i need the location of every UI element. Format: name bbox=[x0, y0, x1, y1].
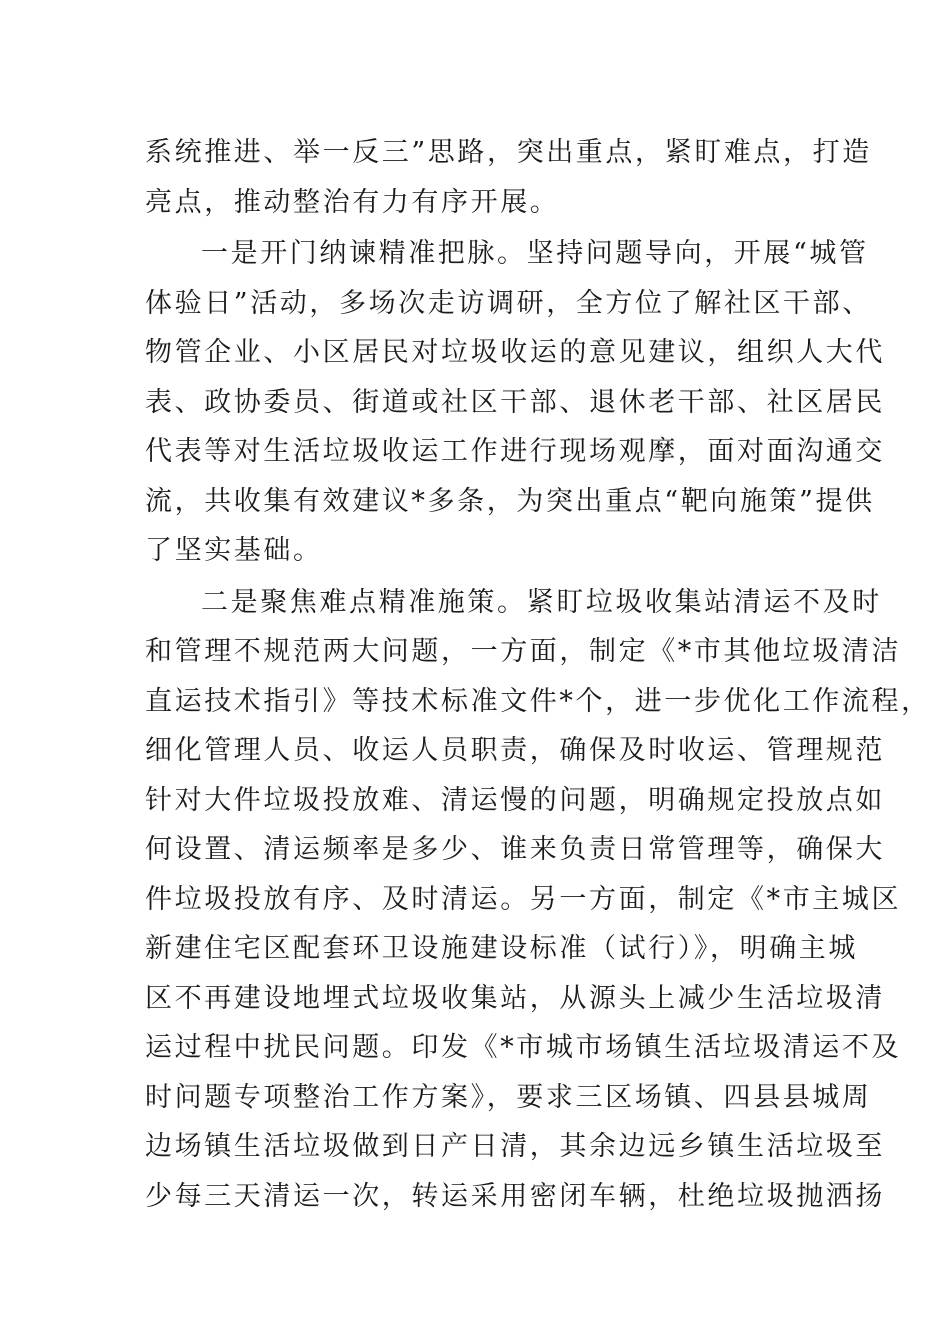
text-line: 边场镇生活垃圾做到日产日清，其余边远乡镇生活垃圾至 bbox=[145, 1131, 885, 1162]
text-line: 代表等对生活垃圾收运工作进行现场观摩，面对面沟通交 bbox=[145, 436, 885, 467]
text-line: 时问题专项整治工作方案》，要求三区场镇、四县县城周 bbox=[145, 1081, 872, 1113]
document-body bbox=[145, 128, 931, 1221]
text-line: 系统推进、举一反三”思路，突出重点，紧盯难点，打造 bbox=[145, 137, 872, 168]
text-line: 物管企业、小区居民对垃圾收运的意见建议，组织人大代 bbox=[145, 337, 885, 368]
text-line: 直运技术指引》等技术标准文件*个，进一步优化工作流程， bbox=[145, 685, 931, 717]
paragraph-first-line: 一是开门纳谏精准把脉。坚持问题导向，开展“城管 bbox=[201, 238, 869, 269]
text-line: 细化管理人员、收运人员职责，确保及时收运、管理规范 bbox=[145, 735, 885, 766]
text-line: 体验日”活动，多场次走访调研，全方位了解社区干部、 bbox=[145, 287, 872, 319]
text-line: 表、政协委员、街道或社区干部、退休老干部、社区居民 bbox=[145, 386, 885, 418]
text-line: 少每三天清运一次，转运采用密闭车辆，杜绝垃圾抛洒扬 bbox=[145, 1180, 885, 1212]
text-line: 了坚实基础。 bbox=[145, 535, 323, 566]
text-line: 件垃圾投放有序、及时清运。另一方面，制定《*市主城区 bbox=[145, 883, 902, 915]
text-line: 区不再建设地埋式垃圾收集站，从源头上减少生活垃圾清 bbox=[145, 982, 885, 1014]
text-line: 何设置、清运频率是多少、谁来负责日常管理等，确保大 bbox=[145, 834, 885, 865]
text-line: 新建住宅区配套环卫设施建设标准（试行）》，明确主城 bbox=[145, 933, 858, 964]
text-line: 运过程中扰民问题。印发《*市城市场镇生活垃圾清运不及 bbox=[145, 1032, 902, 1063]
text-line: 针对大件垃圾投放难、清运慢的问题，明确规定投放点如 bbox=[145, 784, 885, 816]
paragraph-first-line: 二是聚焦难点精准施策。紧盯垃圾收集站清运不及时 bbox=[201, 586, 882, 618]
text-line: 流，共收集有效建议*多条，为突出重点“靶向施策”提供 bbox=[145, 485, 875, 517]
text-line: 和管理不规范两大问题，一方面，制定《*市其他垃圾清洁 bbox=[145, 636, 902, 667]
text-line: 亮点，推动整治有力有序开展。 bbox=[145, 186, 560, 218]
